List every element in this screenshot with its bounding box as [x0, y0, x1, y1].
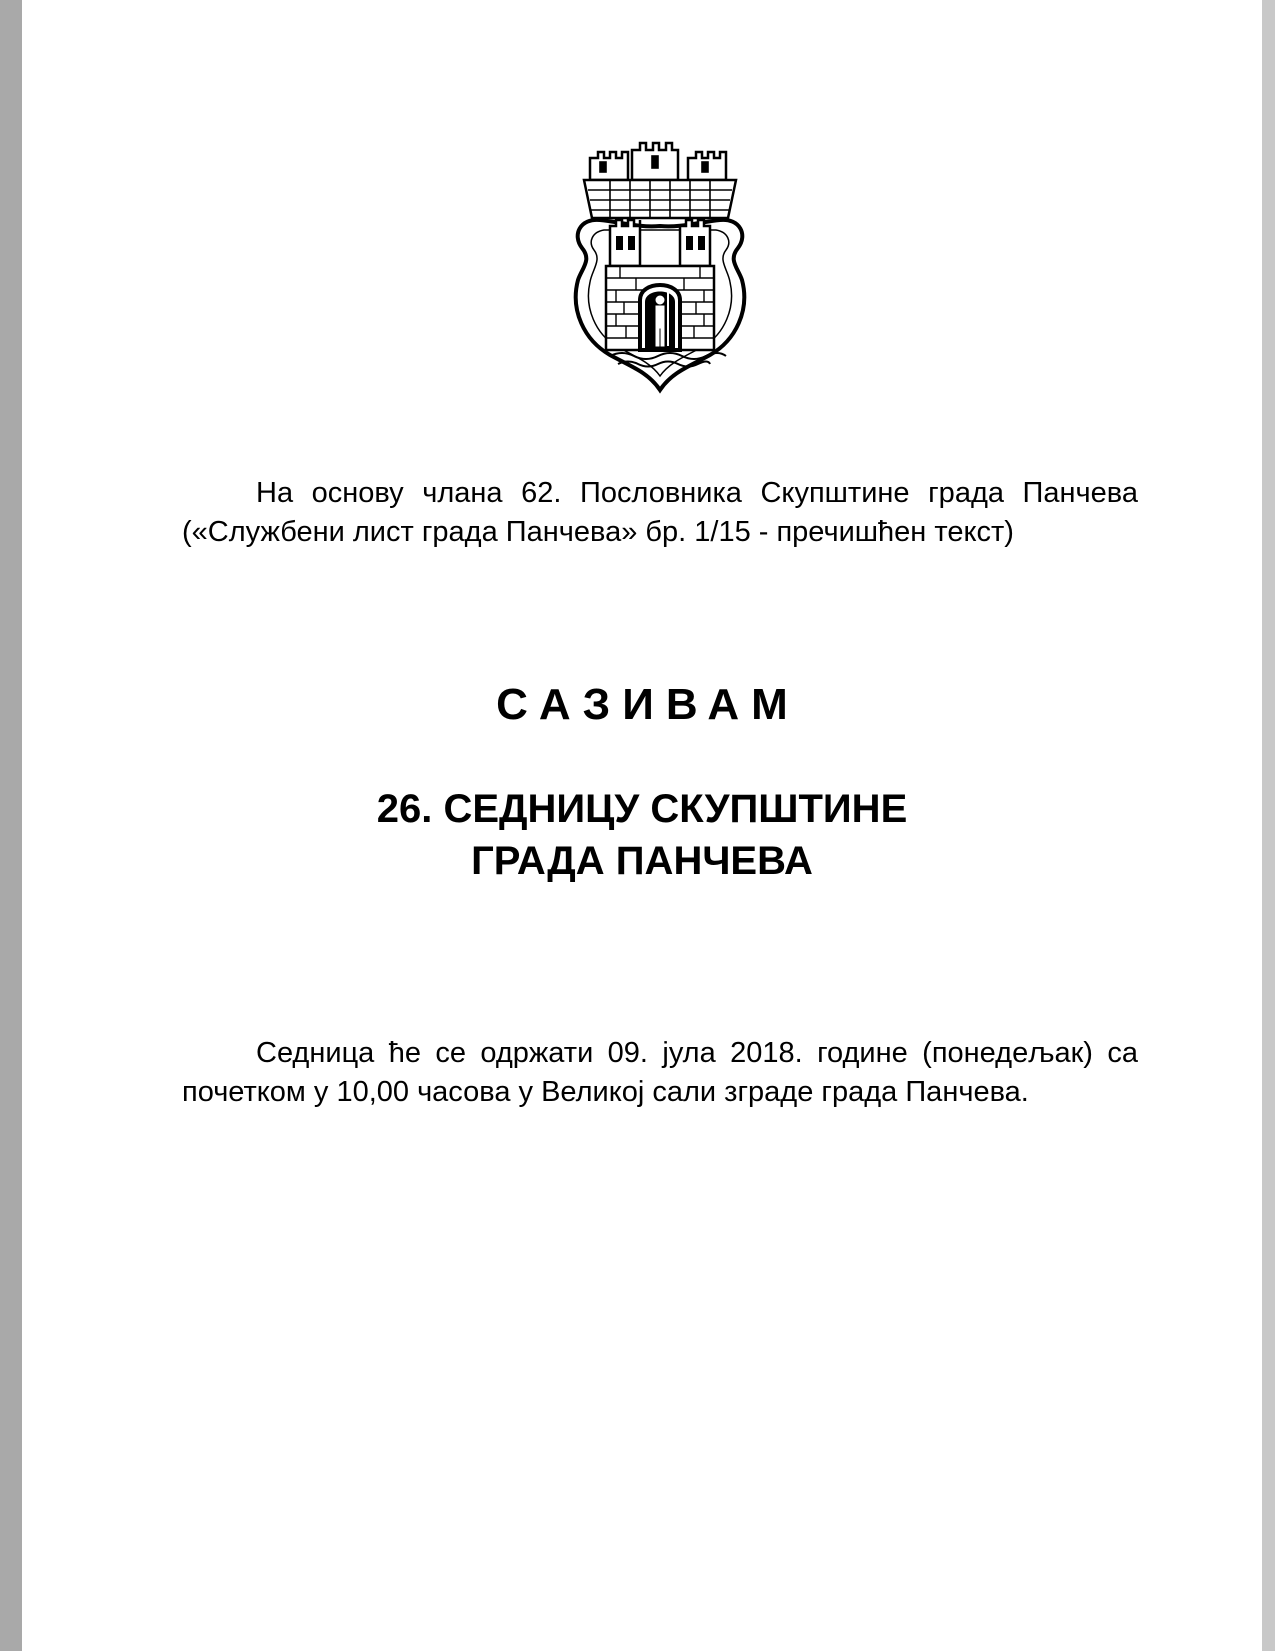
session-details-paragraph: Седница ће се одржати 09. јула 2018. године (понедељак) са почетком у 10,00 часова у Великој сали зграде града Панчева.: [182, 1037, 1138, 1108]
session-title-line-2: ГРАДА ПАНЧЕВА: [471, 839, 813, 883]
scan-edge: [1262, 0, 1275, 1651]
intro-paragraph: На основу члана 62. Пословника Скупштине града Панчева («Службени лист града Панчева» бр. 1/15 - пречишћен текст): [182, 477, 1138, 548]
convene-heading: САЗИВАМ: [496, 680, 800, 729]
coat-of-arms-icon: [570, 140, 750, 395]
session-title-line-1: 26. СЕДНИЦУ СКУПШТИНЕ: [376, 787, 908, 831]
session-title: [22, 783, 1262, 887]
